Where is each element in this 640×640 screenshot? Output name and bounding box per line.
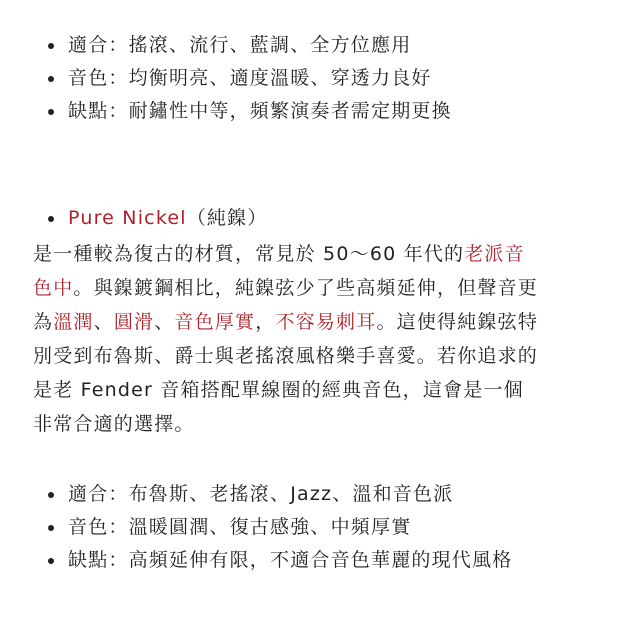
paragraph-line	[33, 237, 623, 271]
item-label: 適合	[68, 483, 109, 505]
text-run: 、	[154, 311, 175, 333]
text-run: 為	[33, 311, 54, 333]
list-item-tone	[48, 511, 512, 544]
item-separator: ：	[108, 516, 129, 538]
item-separator: ：	[108, 483, 129, 505]
highlight-text: 圓滑	[113, 311, 155, 333]
description-paragraph	[33, 237, 623, 441]
item-text: 溫暖圓潤、復古感強、中頻厚實	[128, 516, 412, 538]
list-item-drawback	[48, 544, 512, 577]
list-item-tone	[48, 62, 452, 95]
paragraph-line	[33, 271, 623, 305]
item-label: 缺點	[68, 100, 109, 122]
section-heading-pure-nickel	[48, 202, 268, 235]
paragraph-line	[33, 305, 623, 339]
text-run: 、	[93, 311, 114, 333]
item-label: 音色	[68, 67, 109, 89]
item-label: 缺點	[68, 549, 109, 571]
item-separator: ：	[108, 549, 129, 571]
text-run: 。這使得純鎳弦特	[376, 311, 539, 333]
item-text: 高頻延伸有限，不適合音色華麗的現代風格	[128, 549, 513, 571]
highlight-text: 色中	[33, 277, 74, 299]
list-item-drawback	[48, 95, 452, 128]
text-run: 是一種較為復古的材質，常見於 50～60 年代的	[33, 243, 465, 265]
heading-name: Pure Nickel	[68, 207, 187, 229]
paragraph-line: 是老 Fender 音箱搭配單線圈的經典音色，這會是一個	[33, 379, 524, 401]
highlight-text: 溫潤	[53, 311, 94, 333]
heading-note: （純鎳）	[186, 207, 268, 229]
item-separator: ：	[108, 67, 129, 89]
item-text: 均衡明亮、適度溫暖、穿透力良好	[128, 67, 432, 89]
highlight-text: 老派音	[464, 243, 525, 265]
item-text: 耐鏽性中等，頻繁演奏者需定期更換	[128, 100, 452, 122]
item-text: 搖滾、流行、藍調、全方位應用	[128, 34, 412, 56]
item-label: 音色	[68, 516, 109, 538]
pure-nickel-summary-list	[48, 478, 512, 577]
item-separator: ：	[108, 34, 129, 56]
text-run: ，	[255, 311, 276, 333]
paragraph-line: 非常合適的選擇。	[33, 413, 195, 435]
list-item-suitable	[48, 29, 452, 62]
paragraph-line: 別受到布魯斯、爵士與老搖滾風格樂手喜愛。若你追求的	[33, 345, 539, 367]
item-separator: ：	[108, 100, 129, 122]
item-text: 布魯斯、老搖滾、Jazz、溫和音色派	[128, 483, 454, 505]
text-run: 。與鎳鍍鋼相比，純鎳弦少了些高頻延伸，但聲音更	[73, 277, 539, 299]
steel-string-summary-list	[48, 29, 452, 128]
highlight-text: 不容易刺耳	[275, 311, 377, 333]
highlight-text: 音色厚實	[174, 311, 256, 333]
list-item-suitable	[48, 478, 512, 511]
item-label: 適合	[68, 34, 109, 56]
